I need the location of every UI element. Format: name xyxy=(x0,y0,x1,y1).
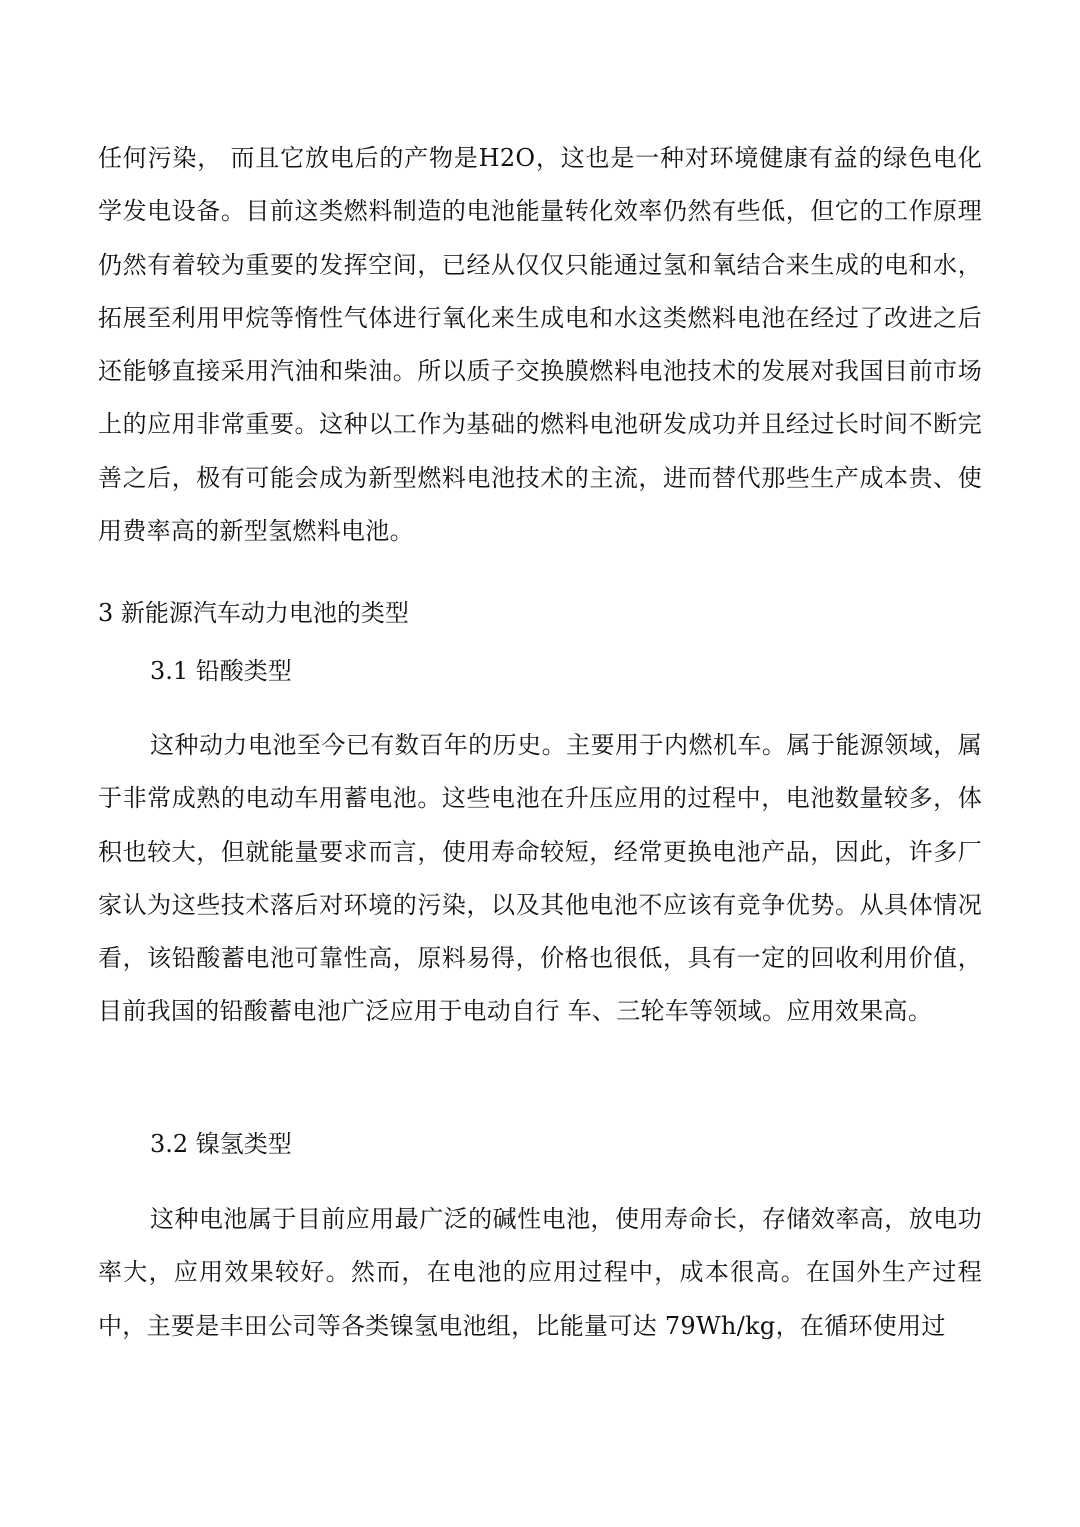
section-heading-3: 3 新能源汽车动力电池的类型 xyxy=(98,599,409,627)
subsection-heading-3-1: 3.1 铅酸类型 xyxy=(150,657,292,685)
body-paragraph-nickel-hydrogen: 这种电池属于目前应用最广泛的碱性电池，使用寿命长，存储效率高，放电功率大，应用效果较好。然而，在电池的应用过程中，成本很高。在国外生产过程中，主要是丰田公司等各类镍氢电池组，比能量可达 79Wh/kg，在循环使用过 xyxy=(98,1205,982,1340)
body-paragraph-lead-acid: 这种动力电池至今已有数百年的历史。主要用于内燃机车。属于能源领域，属于非常成熟的电动车用蓄电池。这些电池在升压应用的过程中，电池数量较多，体积也较大，但就能量要求而言，使用寿命较短，经常更换电池产品，因此，许多厂家认为这些技术落后对环境的污染，以及其他电池不应该有竞争优势。从具体情况看，该铅酸蓄电池可靠性高，原料易得，价格也很低，具有一定的回收利用价值，目前我国的铅酸蓄电池广泛应用于电动自行 车、三轮车等领域。应用效果高。 xyxy=(98,731,982,1026)
body-paragraph-continuation: 任何污染， 而且它放电后的产物是H2O，这也是一种对环境健康有益的绿色电化学发电设备。目前这类燃料制造的电池能量转化效率仍然有些低，但它的工作原理仍然有着较为重要的发挥空间，已经从仅仅只能通过氢和氧结合来生成的电和水，拓展至利用甲烷等惰性气体进行氧化来生成电和水这类燃料电池在经过了改进之后还能够直接采用汽油和柴油。所以质子交换膜燃料电池技术的发展对我国目前市场上的应用非常重要。这种以工作为基础的燃料电池研发成功并且经过长时间不断完善之后，极有可能会成为新型燃料电池技术的主流，进而替代那些生产成本贵、使用费率高的新型氢燃料电池。 xyxy=(98,144,982,546)
subsection-heading-3-2: 3.2 镍氢类型 xyxy=(150,1130,292,1158)
